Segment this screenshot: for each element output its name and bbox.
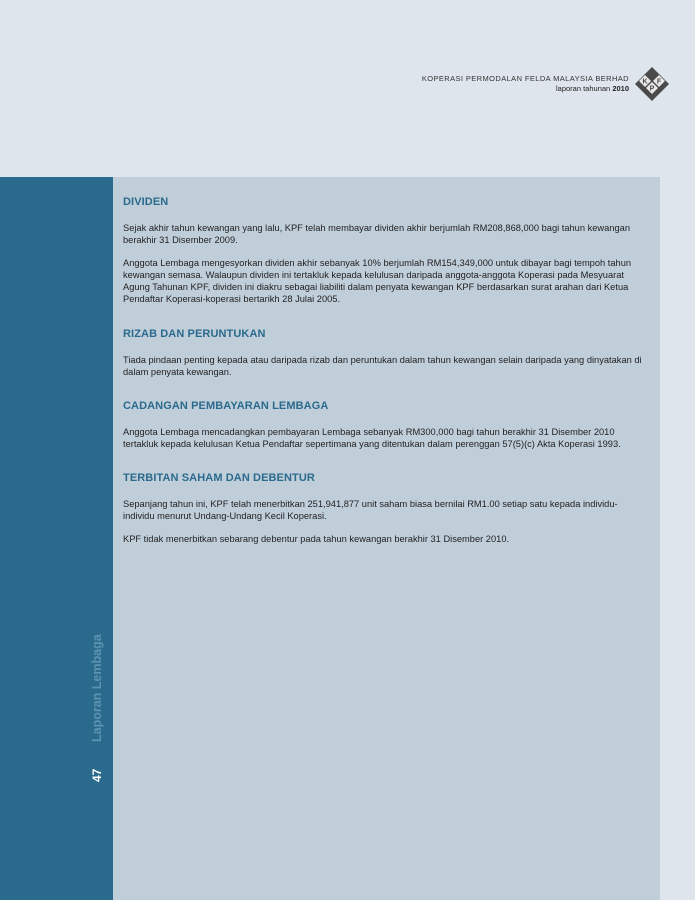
dividen-paragraph-1: Sejak akhir tahun kewangan yang lalu, KPF telah membayar dividen akhir berjumlah RM208,868,000 bagi tahun kewangan berakhir 31 Disember 2009. — [123, 223, 630, 246]
terbitan-paragraph-2: KPF tidak menerbitkan sebarang debentur pada tahun kewangan berakhir 31 Disember 2010. — [123, 534, 510, 545]
sidebar-section-label: Laporan Lembaga — [90, 634, 104, 742]
content-body — [123, 196, 643, 545]
section-heading-terbitan: TERBITAN SAHAM DAN DEBENTUR — [123, 471, 315, 484]
section-heading-rizab: RIZAB DAN PERUNTUKAN — [123, 327, 266, 340]
logo-letter-p: P — [649, 85, 655, 93]
report-year: 2010 — [612, 84, 629, 93]
organization-name: KOPERASI PERMODALAN FELDA MALAYSIA BERHAD — [421, 74, 629, 83]
terbitan-paragraph-1: Sepanjang tahun ini, KPF telah menerbitkan 251,941,877 unit saham biasa bernilai RM1.00 setiap satu kepada individu-individu menurut Undang-Undang Kecil Koperasi. — [123, 498, 618, 522]
content-panel — [113, 177, 660, 900]
rizab-paragraph-1: Tiada pindaan penting kepada atau daripada rizab dan peruntukan dalam tahun kewangan selain daripada yang dinyatakan di dalam penyata kewangan. — [123, 354, 642, 377]
page-number: 47 — [90, 768, 104, 782]
dividen-paragraph-2: Anggota Lembaga mengesyorkan dividen akhir sebanyak 10% berjumlah RM154,349,000 untuk dibayar bagi tempoh tahun kewangan semasa. Walaupun dividen ini tertakluk kepada kelulusan daripada anggota-anggota Koperasi pada Mesyuarat Agung Tahunan KPF, dividen ini diakru sebagai liabiliti dalam penyata kewangan KPF berdasarkan surat arahan dari Ketua Pendaftar Koperasi-koperasi bertarikh 28 Julai 2005. — [123, 258, 632, 305]
logo-letter-k: K — [642, 78, 648, 86]
sidebar-band — [0, 177, 113, 900]
page-header — [422, 74, 629, 94]
cadangan-paragraph-1: Anggota Lembaga mencadangkan pembayaran Lembaga sebanyak RM300,000 bagi tahun berakhir 31 Disember 2010 tertakluk kepada kelulusan Ketua Pendaftar sepertimana yang ditentukan dalam perenggan 57(5)(c) Akta Koperasi 1993. — [123, 426, 621, 449]
report-title — [422, 84, 629, 94]
section-heading-dividen: DIVIDEN — [123, 196, 169, 208]
kpf-diamond-logo-icon — [634, 66, 670, 102]
logo-letter-f: F — [656, 78, 662, 86]
report-prefix: laporan tahunan — [556, 84, 611, 93]
section-heading-cadangan: CADANGAN PEMBAYARAN LEMBAGA — [123, 399, 329, 412]
